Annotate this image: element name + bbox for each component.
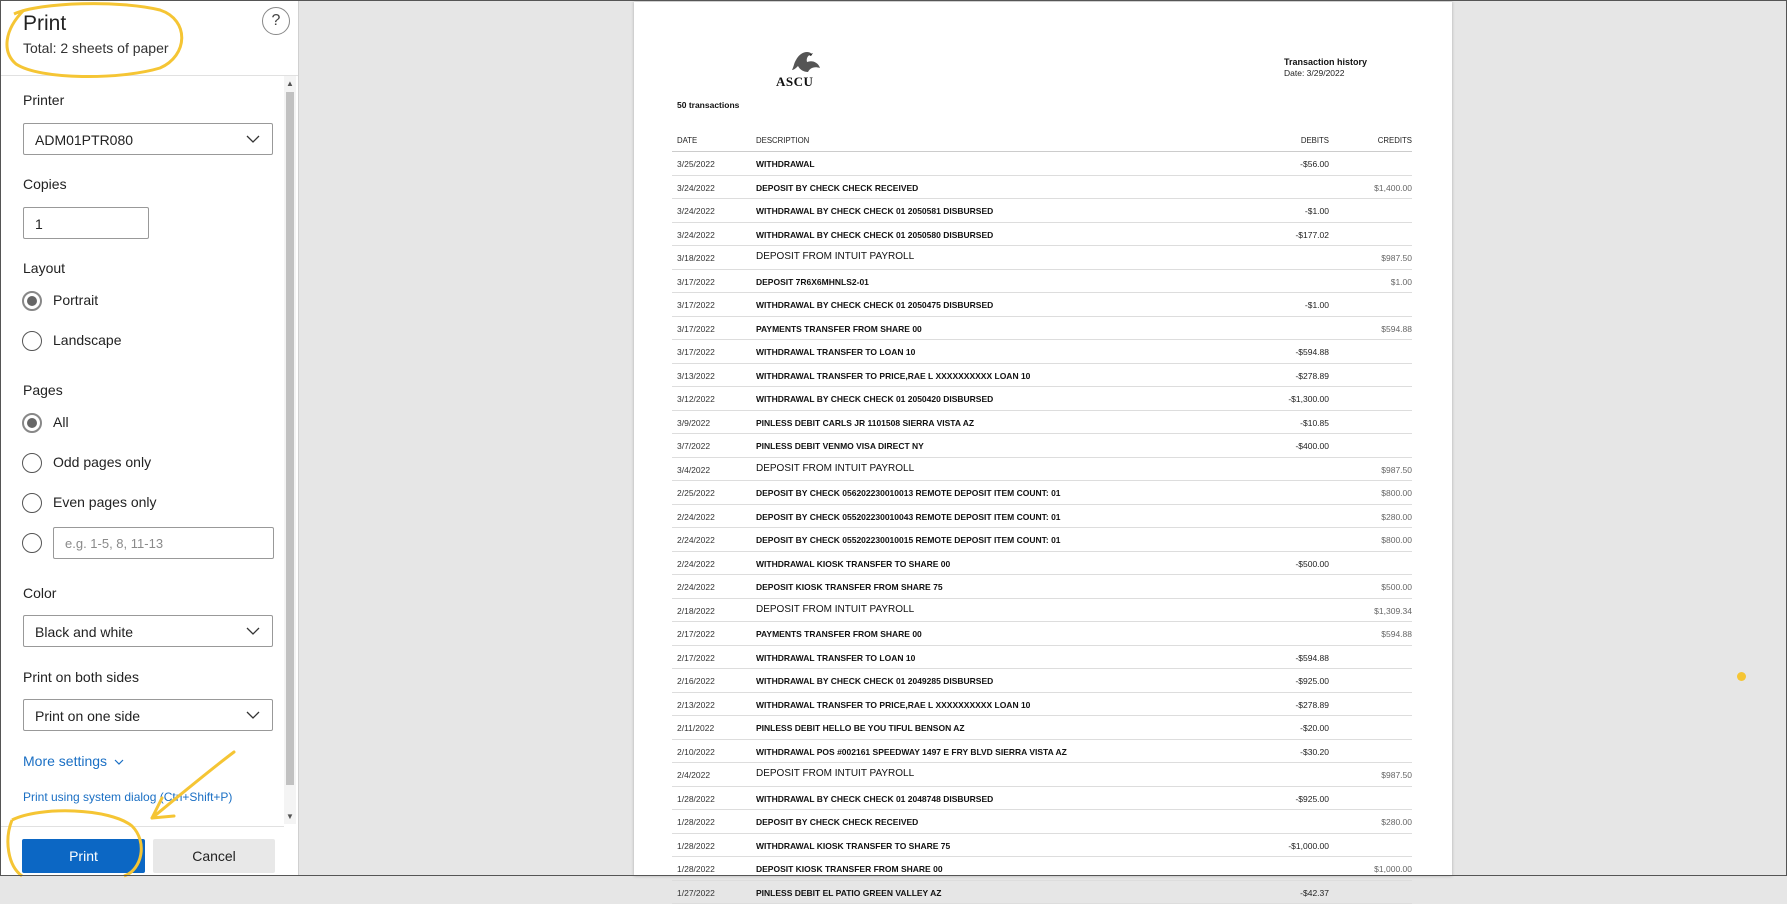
cell-description: WITHDRAWAL BY CHECK CHECK 01 2049285 DISBURSED [756, 676, 993, 686]
table-row [672, 505, 1412, 529]
cell-description: WITHDRAWAL POS #002161 SPEEDWAY 1497 E FRY BLVD SIERRA VISTA AZ [756, 747, 1067, 757]
cell-date: 2/13/2022 [677, 700, 715, 710]
cell-debit: -$1,000.00 [1288, 841, 1329, 851]
cell-debit: -$278.89 [1295, 371, 1329, 381]
cell-debit: -$925.00 [1295, 676, 1329, 686]
cell-date: 2/24/2022 [677, 512, 715, 522]
cell-credit: $800.00 [1381, 488, 1412, 498]
chevron-down-icon [114, 758, 124, 766]
cell-credit: $800.00 [1381, 535, 1412, 545]
cell-date: 1/28/2022 [677, 794, 715, 804]
cell-date: 3/17/2022 [677, 300, 715, 310]
table-row [672, 293, 1412, 317]
cell-debit: -$1,300.00 [1288, 394, 1329, 404]
table-row [672, 199, 1412, 223]
table-row [672, 434, 1412, 458]
cell-debit: -$1.00 [1305, 206, 1329, 216]
cell-date: 3/4/2022 [677, 465, 710, 475]
table-row [672, 646, 1412, 670]
table-row [672, 458, 1412, 482]
printer-label: Printer [23, 92, 64, 108]
cell-description: PAYMENTS TRANSFER FROM SHARE 00 [756, 324, 922, 334]
cell-date: 3/17/2022 [677, 277, 715, 287]
more-settings-link[interactable] [23, 753, 124, 769]
cell-date: 1/28/2022 [677, 841, 715, 851]
more-settings-label: More settings [23, 753, 107, 769]
cell-date: 1/27/2022 [677, 888, 715, 898]
cell-date: 2/17/2022 [677, 629, 715, 639]
table-row [672, 834, 1412, 858]
cell-debit: -$594.88 [1295, 653, 1329, 663]
table-row [672, 810, 1412, 834]
cell-date: 3/12/2022 [677, 394, 715, 404]
cell-date: 3/24/2022 [677, 206, 715, 216]
panel-title: Print [23, 12, 66, 36]
cell-description: WITHDRAWAL BY CHECK CHECK 01 2050581 DISBURSED [756, 206, 993, 216]
all-pages-label: All [53, 414, 69, 430]
table-row [672, 763, 1412, 787]
cell-description: DEPOSIT KIOSK TRANSFER FROM SHARE 00 [756, 864, 943, 874]
chevron-down-icon [246, 624, 260, 638]
column-header-date: DATE [677, 136, 697, 145]
table-row [672, 622, 1412, 646]
copies-label: Copies [23, 176, 67, 192]
copies-input[interactable] [23, 207, 149, 239]
cell-description: WITHDRAWAL TRANSFER TO LOAN 10 [756, 653, 915, 663]
table-row [672, 552, 1412, 576]
cell-description: DEPOSIT 7R6X6MHNLS2-01 [756, 277, 869, 287]
table-row [672, 669, 1412, 693]
help-button[interactable]: ? [262, 7, 290, 35]
cell-date: 3/18/2022 [677, 253, 715, 263]
cell-credit: $1,000.00 [1374, 864, 1412, 874]
cell-debit: -$10.85 [1300, 418, 1329, 428]
column-header-credits: CREDITS [1378, 136, 1412, 145]
cell-debit: -$400.00 [1295, 441, 1329, 451]
cell-description: PINLESS DEBIT CARLS JR 1101508 SIERRA VISTA AZ [756, 418, 974, 428]
cell-description: DEPOSIT FROM INTUIT PAYROLL [756, 768, 914, 779]
cell-credit: $1,309.34 [1374, 606, 1412, 616]
landscape-label: Landscape [53, 332, 122, 348]
cell-credit: $594.88 [1381, 629, 1412, 639]
print-button[interactable]: Print [22, 839, 145, 873]
radio-unselected[interactable] [22, 453, 42, 473]
scrollbar-thumb[interactable] [286, 92, 294, 785]
table-row [672, 740, 1412, 764]
cell-credit: $280.00 [1381, 512, 1412, 522]
duplex-select[interactable] [23, 699, 273, 731]
cell-date: 2/24/2022 [677, 559, 715, 569]
table-row [672, 152, 1412, 176]
copies-value: 1 [35, 216, 43, 232]
cell-description: DEPOSIT BY CHECK 055202230010015 REMOTE DEPOSIT ITEM COUNT: 01 [756, 535, 1061, 545]
divider [0, 75, 298, 76]
pages-label: Pages [23, 382, 63, 398]
table-header [672, 131, 1412, 152]
cell-date: 3/24/2022 [677, 183, 715, 193]
radio-unselected[interactable] [22, 331, 42, 351]
cell-date: 3/17/2022 [677, 347, 715, 357]
scroll-down-arrow-icon[interactable]: ▼ [284, 811, 296, 823]
table-row [672, 575, 1412, 599]
column-header-description: DESCRIPTION [756, 136, 809, 145]
cell-description: WITHDRAWAL BY CHECK CHECK 01 2050580 DISBURSED [756, 230, 993, 240]
cell-credit: $594.88 [1381, 324, 1412, 334]
cell-credit: $987.50 [1381, 465, 1412, 475]
cell-description: DEPOSIT FROM INTUIT PAYROLL [756, 251, 914, 262]
cell-debit: -$177.02 [1295, 230, 1329, 240]
cell-date: 2/17/2022 [677, 653, 715, 663]
cell-description: DEPOSIT FROM INTUIT PAYROLL [756, 463, 914, 474]
cell-description: DEPOSIT BY CHECK CHECK RECEIVED [756, 183, 918, 193]
divider [0, 826, 284, 827]
cell-credit: $280.00 [1381, 817, 1412, 827]
cell-credit: $1,400.00 [1374, 183, 1412, 193]
duplex-value: Print on one side [35, 708, 140, 724]
cell-description: PINLESS DEBIT EL PATIO GREEN VALLEY AZ [756, 888, 941, 898]
radio-unselected[interactable] [22, 533, 42, 553]
chevron-down-icon [246, 132, 260, 146]
scroll-up-arrow-icon[interactable]: ▲ [284, 78, 296, 90]
cell-debit: -$278.89 [1295, 700, 1329, 710]
layout-label: Layout [23, 260, 65, 276]
transactions-table [672, 131, 1412, 904]
odd-pages-label: Odd pages only [53, 454, 151, 470]
table-row [672, 270, 1412, 294]
table-row [672, 787, 1412, 811]
cell-debit: -$500.00 [1295, 559, 1329, 569]
table-row [672, 528, 1412, 552]
table-row [672, 246, 1412, 270]
cell-debit: -$42.37 [1300, 888, 1329, 898]
cell-date: 3/17/2022 [677, 324, 715, 334]
table-row [672, 176, 1412, 200]
cell-date: 1/28/2022 [677, 864, 715, 874]
document-title: Transaction history [1284, 57, 1367, 67]
page-range-placeholder: e.g. 1-5, 8, 11-13 [65, 536, 163, 551]
cell-description: WITHDRAWAL TRANSFER TO PRICE,RAE L XXXXXXXXXX LOAN 10 [756, 700, 1030, 710]
cell-credit: $500.00 [1381, 582, 1412, 592]
cell-description: DEPOSIT BY CHECK 056202230010013 REMOTE DEPOSIT ITEM COUNT: 01 [756, 488, 1061, 498]
cell-debit: -$56.00 [1300, 159, 1329, 169]
cell-date: 2/11/2022 [677, 723, 714, 733]
cell-debit: -$1.00 [1305, 300, 1329, 310]
cell-credit: $987.50 [1381, 253, 1412, 263]
cell-date: 3/24/2022 [677, 230, 715, 240]
cell-description: DEPOSIT BY CHECK CHECK RECEIVED [756, 817, 918, 827]
cell-description: PINLESS DEBIT HELLO BE YOU TIFUL BENSON AZ [756, 723, 965, 733]
cell-date: 3/9/2022 [677, 418, 710, 428]
cell-date: 2/25/2022 [677, 488, 715, 498]
cell-date: 3/7/2022 [677, 441, 710, 451]
color-value: Black and white [35, 624, 133, 640]
cell-description: WITHDRAWAL TRANSFER TO LOAN 10 [756, 347, 915, 357]
table-row [672, 223, 1412, 247]
print-preview-page [634, 2, 1452, 876]
cell-description: PAYMENTS TRANSFER FROM SHARE 00 [756, 629, 922, 639]
table-row [672, 599, 1412, 623]
cell-date: 2/16/2022 [677, 676, 715, 686]
cancel-button[interactable]: Cancel [153, 839, 275, 873]
cell-description: WITHDRAWAL KIOSK TRANSFER TO SHARE 75 [756, 841, 950, 851]
page-range-input[interactable] [53, 527, 274, 559]
table-row [672, 364, 1412, 388]
table-row [672, 716, 1412, 740]
cell-date: 3/13/2022 [677, 371, 715, 381]
system-dialog-link[interactable]: Print using system dialog (Ctrl+Shift+P) [23, 790, 232, 804]
cell-date: 3/25/2022 [677, 159, 715, 169]
cell-date: 2/10/2022 [677, 747, 715, 757]
logo-text: ASCU [776, 74, 813, 90]
cell-description: WITHDRAWAL TRANSFER TO PRICE,RAE L XXXXXXXXXX LOAN 10 [756, 371, 1030, 381]
sheets-total: Total: 2 sheets of paper [23, 40, 169, 56]
print-settings-panel [0, 0, 299, 876]
table-row [672, 387, 1412, 411]
cell-description: WITHDRAWAL [756, 159, 815, 169]
cell-description: DEPOSIT FROM INTUIT PAYROLL [756, 604, 914, 615]
column-header-debits: DEBITS [1301, 136, 1329, 145]
radio-unselected[interactable] [22, 493, 42, 513]
cell-date: 2/24/2022 [677, 535, 715, 545]
cell-debit: -$30.20 [1300, 747, 1329, 757]
cell-description: DEPOSIT BY CHECK 055202230010043 REMOTE DEPOSIT ITEM COUNT: 01 [756, 512, 1061, 522]
cell-description: WITHDRAWAL BY CHECK CHECK 01 2050420 DISBURSED [756, 394, 993, 404]
cell-debit: -$594.88 [1295, 347, 1329, 357]
printer-select[interactable] [23, 123, 273, 155]
color-label: Color [23, 585, 56, 601]
table-body [672, 152, 1412, 904]
radio-selected[interactable] [22, 413, 42, 433]
cell-date: 1/28/2022 [677, 817, 715, 827]
annotation-dot [1737, 672, 1746, 681]
chevron-down-icon [246, 708, 260, 722]
table-row [672, 340, 1412, 364]
cell-description: WITHDRAWAL BY CHECK CHECK 01 2050475 DISBURSED [756, 300, 993, 310]
table-row [672, 881, 1412, 904]
cell-description: WITHDRAWAL KIOSK TRANSFER TO SHARE 00 [756, 559, 950, 569]
table-row [672, 693, 1412, 717]
cell-date: 2/18/2022 [677, 606, 715, 616]
portrait-label: Portrait [53, 292, 98, 308]
cell-date: 2/4/2022 [677, 770, 710, 780]
even-pages-label: Even pages only [53, 494, 157, 510]
printer-value: ADM01PTR080 [35, 132, 133, 148]
cell-debit: -$925.00 [1295, 794, 1329, 804]
table-row [672, 481, 1412, 505]
cell-debit: -$20.00 [1300, 723, 1329, 733]
table-row [672, 857, 1412, 881]
cell-credit: $1.00 [1391, 277, 1412, 287]
duplex-label: Print on both sides [23, 669, 139, 685]
table-row [672, 317, 1412, 341]
table-row [672, 411, 1412, 435]
cell-date: 2/24/2022 [677, 582, 715, 592]
cell-description: DEPOSIT KIOSK TRANSFER FROM SHARE 75 [756, 582, 943, 592]
cell-credit: $987.50 [1381, 770, 1412, 780]
document-date: Date: 3/29/2022 [1284, 68, 1345, 78]
transaction-count: 50 transactions [677, 100, 739, 110]
cell-description: WITHDRAWAL BY CHECK CHECK 01 2048748 DISBURSED [756, 794, 993, 804]
radio-selected[interactable] [22, 291, 42, 311]
cell-description: PINLESS DEBIT VENMO VISA DIRECT NY [756, 441, 924, 451]
color-select[interactable] [23, 615, 273, 647]
